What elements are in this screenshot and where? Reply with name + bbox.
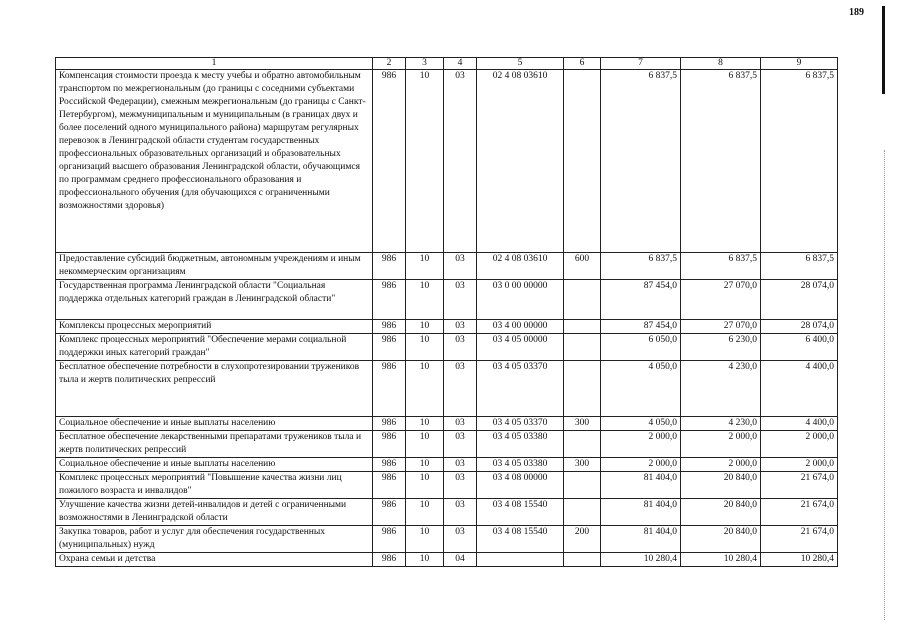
column-header: 2: [373, 58, 406, 70]
table-header-row: [56, 58, 838, 70]
table-row: [56, 499, 838, 526]
table-cell: 10: [406, 458, 444, 472]
table-cell: 986: [373, 417, 406, 431]
table-cell: 03: [444, 361, 477, 417]
table-cell: 10: [406, 526, 444, 553]
table-cell: 27 070,0: [681, 320, 761, 334]
table-cell: 20 840,0: [681, 526, 761, 553]
table-cell: 03: [444, 320, 477, 334]
table-cell: 986: [373, 253, 406, 280]
table-cell: 4 050,0: [601, 417, 681, 431]
table-cell: 21 674,0: [761, 499, 838, 526]
table-cell: 03 4 05 03380: [477, 431, 564, 458]
table-cell: 81 404,0: [601, 526, 681, 553]
table-cell: 10: [406, 431, 444, 458]
table-cell: 986: [373, 320, 406, 334]
table-cell: 27 070,0: [681, 280, 761, 320]
table-row: [56, 526, 838, 553]
table-cell: 03 4 05 03370: [477, 361, 564, 417]
table-cell: 6 837,5: [761, 253, 838, 280]
table-cell: 10: [406, 361, 444, 417]
table-cell: 10: [406, 70, 444, 253]
table-cell: 986: [373, 334, 406, 361]
table-cell: 10: [406, 253, 444, 280]
table-cell: 03: [444, 458, 477, 472]
table-cell: 21 674,0: [761, 472, 838, 499]
table-cell: 2 000,0: [601, 431, 681, 458]
table-cell: 03 4 05 03370: [477, 417, 564, 431]
table-row: [56, 431, 838, 458]
table-cell: [564, 431, 601, 458]
table-row: [56, 417, 838, 431]
table-cell: 03 4 08 15540: [477, 526, 564, 553]
table-cell: 87 454,0: [601, 320, 681, 334]
table-cell: 4 230,0: [681, 361, 761, 417]
table-cell: 986: [373, 70, 406, 253]
table-cell: 200: [564, 526, 601, 553]
table-cell: 2 000,0: [601, 458, 681, 472]
table-cell: 300: [564, 417, 601, 431]
column-header: 5: [477, 58, 564, 70]
table-cell: 986: [373, 472, 406, 499]
table-cell: 986: [373, 499, 406, 526]
table-cell: Комплексы процессных мероприятий: [56, 320, 373, 334]
table-cell: 03: [444, 70, 477, 253]
table-cell: [564, 320, 601, 334]
table-cell: 10 280,4: [601, 553, 681, 567]
table-cell: 28 074,0: [761, 320, 838, 334]
table-cell: 03 4 08 00000: [477, 472, 564, 499]
table-cell: Предоставление субсидий бюджетным, автономным учреждениям и иным некоммерческим организациям: [56, 253, 373, 280]
table-cell: 10: [406, 417, 444, 431]
table-cell: 2 000,0: [681, 458, 761, 472]
table-cell: 6 837,5: [681, 253, 761, 280]
table-cell: 03: [444, 472, 477, 499]
table-cell: 986: [373, 553, 406, 567]
column-header: 6: [564, 58, 601, 70]
column-header: 7: [601, 58, 681, 70]
table-cell: 20 840,0: [681, 499, 761, 526]
table-cell: 300: [564, 458, 601, 472]
table-cell: 4 230,0: [681, 417, 761, 431]
table-cell: Улучшение качества жизни детей-инвалидов и детей с ограниченными возможностями в Ленинградской области: [56, 499, 373, 526]
table-cell: 20 840,0: [681, 472, 761, 499]
table-cell: 986: [373, 280, 406, 320]
table-cell: 03: [444, 417, 477, 431]
table-cell: 2 000,0: [761, 431, 838, 458]
table-cell: 28 074,0: [761, 280, 838, 320]
table-cell: 81 404,0: [601, 499, 681, 526]
table-cell: 986: [373, 458, 406, 472]
table-cell: 6 837,5: [601, 70, 681, 253]
table-row: [56, 458, 838, 472]
table-cell: [564, 70, 601, 253]
table-cell: 600: [564, 253, 601, 280]
table-row: [56, 70, 838, 253]
table-cell: 6 837,5: [681, 70, 761, 253]
table-cell: [564, 334, 601, 361]
table-cell: 6 400,0: [761, 334, 838, 361]
table-cell: 87 454,0: [601, 280, 681, 320]
table-cell: [564, 361, 601, 417]
table-cell: 03 4 05 03380: [477, 458, 564, 472]
table-cell: Бесплатное обеспечение потребности в слухопротезировании тружеников тыла и жертв политических репрессий: [56, 361, 373, 417]
column-header: 9: [761, 58, 838, 70]
table-row: [56, 253, 838, 280]
table-cell: 10: [406, 334, 444, 361]
table-cell: 986: [373, 526, 406, 553]
table-cell: 4 400,0: [761, 361, 838, 417]
column-header: 3: [406, 58, 444, 70]
table-cell: [564, 472, 601, 499]
page-number: 189: [849, 7, 864, 18]
table-cell: 10: [406, 499, 444, 526]
table-row: [56, 472, 838, 499]
table-cell: Социальное обеспечение и иные выплаты населению: [56, 417, 373, 431]
column-header: 8: [681, 58, 761, 70]
table-cell: 10: [406, 280, 444, 320]
table-cell: Государственная программа Ленинградской области "Социальная поддержка отдельных категорий граждан в Ленинградской области": [56, 280, 373, 320]
table-cell: Комплекс процессных мероприятий "Обеспечение мерами социальной поддержки иных категорий граждан": [56, 334, 373, 361]
table-cell: 03: [444, 526, 477, 553]
column-header: 1: [56, 58, 373, 70]
table-cell: 03 0 00 00000: [477, 280, 564, 320]
table-cell: 03: [444, 334, 477, 361]
table-cell: 04: [444, 553, 477, 567]
table-row: [56, 361, 838, 417]
table-cell: 10 280,4: [761, 553, 838, 567]
table-cell: 4 050,0: [601, 361, 681, 417]
table-cell: 2 000,0: [681, 431, 761, 458]
table-cell: Компенсация стоимости проезда к месту учебы и обратно автомобильным транспортом по межрегиональным (до границы с соседними субъектами Российской Федерации), смежным межрегиональным (до границы с Санкт-Петербургом), межмуниципальным и муниципальным (в границах двух и более поселений одного муниципального района) маршрутам регулярных перевозок в Ленинградской области студентам государственных профессиональных образовательных организаций и образовательных организаций высшего образования Ленинградской области, обучающимся по программам среднего профессионального образования и профессионального обучения (для обучающихся с ограниченными возможностями здоровья): [56, 70, 373, 253]
table-cell: 03 4 00 00000: [477, 320, 564, 334]
table-cell: Бесплатное обеспечение лекарственными препаратами тружеников тыла и жертв политических репрессий: [56, 431, 373, 458]
table-row: [56, 334, 838, 361]
table-cell: 6 837,5: [761, 70, 838, 253]
scan-edge-mark: [882, 6, 885, 94]
table-cell: 10: [406, 553, 444, 567]
table-cell: 03: [444, 280, 477, 320]
table-cell: 21 674,0: [761, 526, 838, 553]
table-cell: 03: [444, 253, 477, 280]
table-cell: 4 400,0: [761, 417, 838, 431]
column-header: 4: [444, 58, 477, 70]
table-cell: 6 050,0: [601, 334, 681, 361]
table-cell: Комплекс процессных мероприятий "Повышение качества жизни лиц пожилого возраста и инвалидов": [56, 472, 373, 499]
table-cell: 986: [373, 431, 406, 458]
table-cell: 10: [406, 472, 444, 499]
table-cell: [477, 553, 564, 567]
table-row: [56, 320, 838, 334]
table-cell: 10 280,4: [681, 553, 761, 567]
scan-edge-dots: [884, 150, 886, 620]
table-cell: 03 4 08 15540: [477, 499, 564, 526]
table-cell: Охрана семьи и детства: [56, 553, 373, 567]
table-cell: [564, 553, 601, 567]
table-cell: 986: [373, 361, 406, 417]
table-cell: 10: [406, 320, 444, 334]
table-cell: [564, 499, 601, 526]
table-cell: Социальное обеспечение и иные выплаты населению: [56, 458, 373, 472]
table-cell: 03 4 05 00000: [477, 334, 564, 361]
table-cell: 02 4 08 03610: [477, 70, 564, 253]
table-cell: Закупка товаров, работ и услуг для обеспечения государственных (муниципальных) нужд: [56, 526, 373, 553]
table-row: [56, 553, 838, 567]
table-cell: 6 230,0: [681, 334, 761, 361]
table-cell: 2 000,0: [761, 458, 838, 472]
table-cell: 81 404,0: [601, 472, 681, 499]
budget-table: [55, 57, 838, 567]
table-cell: 03: [444, 431, 477, 458]
table-cell: 02 4 08 03610: [477, 253, 564, 280]
table-cell: [564, 280, 601, 320]
table-cell: 03: [444, 499, 477, 526]
table-cell: 6 837,5: [601, 253, 681, 280]
table-row: [56, 280, 838, 320]
